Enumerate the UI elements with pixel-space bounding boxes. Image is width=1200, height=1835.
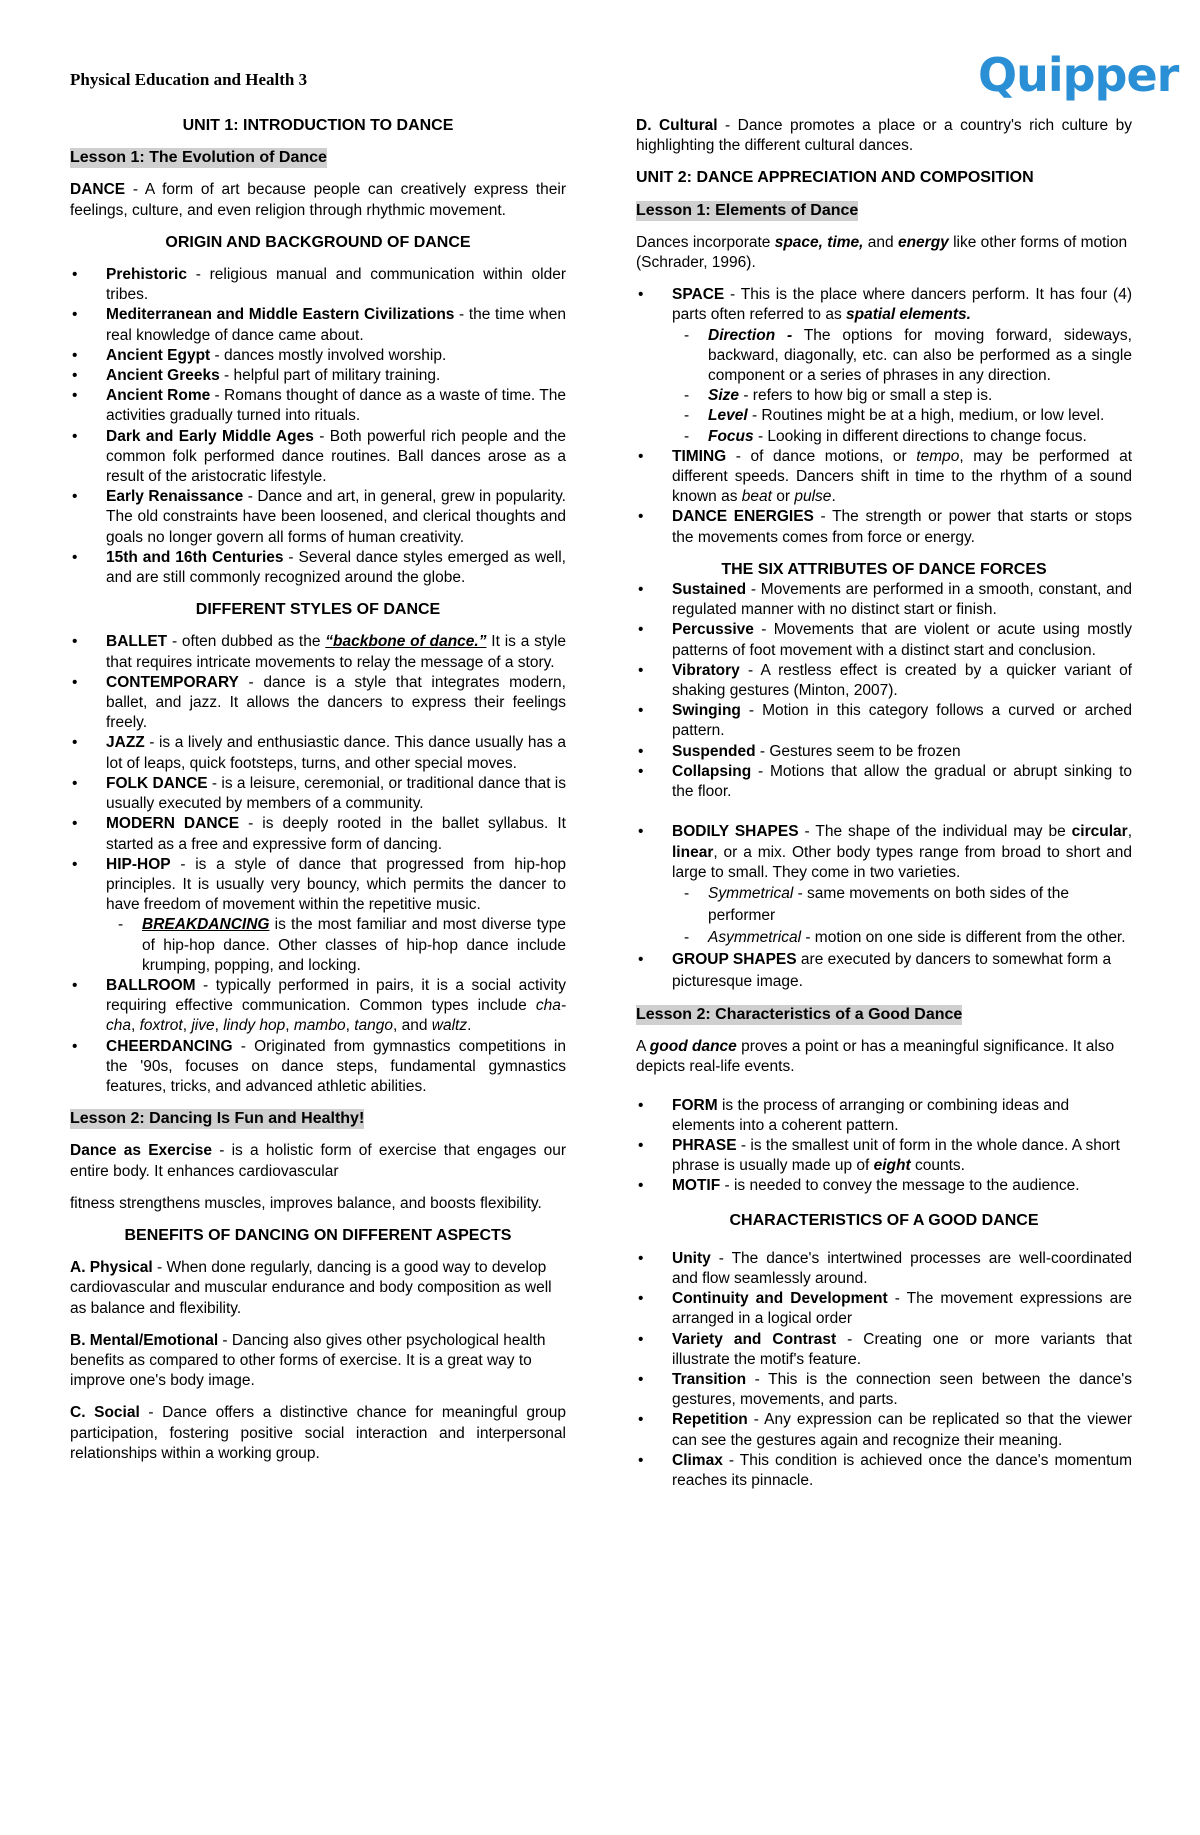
type-tango: tango: [354, 1017, 393, 1035]
beat-term: beat: [741, 488, 772, 506]
sublist-item: [672, 406, 1132, 426]
elements-lesson-heading: Lesson 1: Elements of Dance: [636, 201, 858, 221]
item-desc: is the most familiar and most diverse type of hip-hop dance. Other classes of hip-hop dance include krumping, popping, and locking.: [142, 916, 566, 974]
item-term: Unity: [672, 1249, 711, 1267]
eight-term: eight: [873, 1157, 911, 1175]
right-column: [636, 116, 1132, 1503]
item-term: HIP-HOP: [106, 855, 171, 873]
item-term: Variety and Contrast: [672, 1330, 837, 1348]
item-desc: - motion on one side is different from the other.: [801, 928, 1126, 946]
intro-text: proves a point or has a meaningful significance. It also depicts real-life events.: [636, 1038, 1115, 1076]
item-term: Focus: [708, 427, 754, 445]
list-item: [70, 548, 566, 588]
item-desc: - is a lively and enthusiastic dance. This dance usually has a lot of leaps, quick footsteps, turns, and other special moves.: [106, 734, 566, 772]
sublist-item: [672, 427, 1132, 447]
item-term: Symmetrical: [708, 884, 794, 902]
list-item: [636, 949, 1132, 993]
item-desc: - often dubbed as the: [167, 633, 326, 651]
item-term: Mediterranean and Middle Eastern Civilizations: [106, 306, 455, 324]
origin-heading: ORIGIN AND BACKGROUND OF DANCE: [165, 233, 471, 251]
benefit-term: C. Social: [70, 1404, 140, 1422]
item-desc: - helpful part of military training.: [219, 367, 441, 385]
item-emphasis: spatial elements.: [846, 306, 971, 324]
benefit-term: A. Physical: [70, 1259, 153, 1277]
item-term: Sustained: [672, 581, 747, 599]
dance-def-text: - A form of art because people can creatively express their feelings, culture, and even religion through rhythmic movement.: [70, 181, 566, 219]
list-item: [636, 661, 1132, 701]
item-term: FOLK DANCE: [106, 774, 208, 792]
list-item: [70, 265, 566, 305]
list-item: [636, 1289, 1132, 1329]
item-term: Ancient Rome: [106, 387, 211, 405]
item-desc: , or a mix. Other body types range from broad to short and large to small. They come in two varieties.: [672, 843, 1132, 881]
item-term: TIMING: [672, 447, 727, 465]
list-item: [636, 620, 1132, 660]
item-term: Repetition: [672, 1411, 748, 1429]
sublist-item: [672, 326, 1132, 387]
list-item: [70, 1037, 566, 1098]
space-sublist: [672, 326, 1132, 447]
item-term: BALLROOM: [106, 976, 196, 994]
styles-list: [70, 632, 566, 1097]
exercise-term: Dance as Exercise: [70, 1142, 212, 1160]
item-desc: - refers to how big or small a step is.: [739, 387, 993, 405]
item-term: Ancient Egypt: [106, 346, 211, 364]
list-item: [636, 1096, 1132, 1136]
item-term: Swinging: [672, 702, 741, 720]
list-item: [636, 1136, 1132, 1176]
item-desc: - is needed to convey the message to the audience.: [720, 1177, 1080, 1195]
item-term: Direction -: [708, 326, 793, 344]
item-term: JAZZ: [106, 734, 145, 752]
list-item: [636, 822, 1132, 949]
item-desc: , may be performed at different speeds. Dancers shift in time to the rhythm of a sound known as: [672, 447, 1132, 506]
shape-types-sublist: [672, 883, 1132, 949]
dance-term: DANCE: [70, 181, 126, 199]
item-term: Prehistoric: [106, 266, 187, 284]
item-desc: - Motions that allow the gradual or abrupt sinking to the floor.: [672, 762, 1132, 801]
item-term: Percussive: [672, 621, 754, 639]
list-item: [70, 733, 566, 773]
list-item: [636, 1330, 1132, 1370]
item-term: 15th and 16th Centuries: [106, 548, 284, 566]
list-item: [70, 814, 566, 854]
list-item: [70, 386, 566, 426]
forces-heading: THE SIX ATTRIBUTES OF DANCE FORCES: [721, 560, 1047, 578]
benefit-term: B. Mental/Emotional: [70, 1331, 219, 1349]
benefit-social: [70, 1403, 566, 1464]
item-desc: - Creating one or more variants that illustrate the motif's feature.: [672, 1330, 1132, 1368]
item-term: FORM: [672, 1096, 718, 1114]
benefit-mental: [70, 1331, 566, 1392]
list-item: [636, 1176, 1132, 1196]
item-desc: - The dance's intertwined processes are well-coordinated and flow seamlessly around.: [672, 1249, 1132, 1287]
sublist-item: [106, 915, 566, 976]
item-desc: - The strength or power that starts or stops the movements comes from force or energy.: [672, 508, 1132, 546]
sublist-item: [672, 927, 1132, 949]
intro-text: like other forms of motion (Schrader, 1996).: [636, 233, 1128, 272]
unit-1-heading: UNIT 1: INTRODUCTION TO DANCE: [182, 117, 454, 134]
item-desc: - Several dance styles emerged as well, and are still commonly recognized around the globe.: [106, 548, 566, 587]
lesson-2-heading: Lesson 2: Dancing Is Fun and Healthy!: [70, 1109, 364, 1129]
pulse-term: pulse: [794, 488, 832, 506]
benefit-physical: [70, 1258, 566, 1319]
list-item: [70, 774, 566, 814]
item-desc: - religious manual and communication within older tribes.: [106, 266, 566, 304]
document-header-title: Physical Education and Health 3: [70, 70, 308, 89]
item-term: CONTEMPORARY: [106, 673, 239, 691]
item-desc: - Movements are performed in a smooth, constant, and regulated manner with no distinct start or finish.: [672, 581, 1132, 619]
list-item: [636, 1249, 1132, 1289]
benefits-heading: BENEFITS OF DANCING ON DIFFERENT ASPECTS: [124, 1226, 512, 1244]
elements-intro: [636, 233, 1132, 273]
left-column: [70, 116, 566, 1476]
item-term: Suspended: [672, 742, 756, 760]
quipper-logo: Quipper: [978, 48, 1179, 102]
elements-list: [636, 285, 1132, 548]
item-term: Collapsing: [672, 762, 752, 780]
list-item: [70, 346, 566, 366]
type-cha-cha: cha-cha: [106, 997, 566, 1035]
sublist-item: [672, 386, 1132, 406]
backbone-emphasis: “backbone of dance.”: [325, 633, 487, 651]
styles-heading: DIFFERENT STYLES OF DANCE: [195, 601, 441, 619]
comma: ,: [1127, 823, 1132, 841]
item-term: Size: [708, 387, 740, 405]
item-desc: - is deeply rooted in the ballet syllabus. It started as a free and expressive form of dancing.: [106, 815, 566, 853]
list-item: [70, 366, 566, 386]
list-item: [636, 285, 1132, 447]
list-item: [636, 701, 1132, 741]
list-item: [70, 305, 566, 345]
type-lindy-hop: lindy hop: [223, 1017, 286, 1035]
item-desc: - Romans thought of dance as a waste of time. The activities gradually turned into rituals.: [106, 387, 566, 425]
item-term: Continuity and Development: [672, 1290, 888, 1308]
list-item: [70, 673, 566, 734]
item-term: BREAKDANCING: [142, 916, 270, 934]
item-desc: - is the smallest unit of form in the whole dance. A short phrase is usually made up of: [672, 1136, 1120, 1175]
spacer: [636, 814, 1132, 822]
tempo-term: tempo: [916, 447, 960, 465]
list-item: • BALLROOM - typically performed in pairs, it is a social activity requiring effective communication. Common types include cha-cha, foxtrot, jive, lindy hop, mambo, tango, and waltz.: [70, 976, 566, 1037]
type-jive: jive: [191, 1017, 215, 1035]
forces-list: [636, 580, 1132, 802]
item-desc: - Looking in different directions to change focus.: [753, 427, 1087, 445]
origin-list: [70, 265, 566, 588]
intro-text: A: [636, 1038, 650, 1056]
good-dance-intro: [636, 1037, 1132, 1077]
item-desc: - is a leisure, ceremonial, or traditional dance that is usually executed by members of a community.: [106, 774, 567, 813]
characteristics-list: [636, 1249, 1132, 1491]
item-desc: - This condition is achieved once the dance's momentum reaches its pinnacle.: [672, 1451, 1132, 1489]
item-desc: The options for moving forward, sideways, backward, diagonally, etc. can also be performed as a single component or a series of phrases in any direction.: [708, 326, 1132, 385]
item-desc: - The movement expressions are arranged in a logical order: [672, 1290, 1133, 1328]
item-desc: - Originated from gymnastics competitions in the '90s, focuses on dance steps, fundamental gymnastics features, tricks, and advanced athletic abilities.: [106, 1037, 566, 1095]
benefit-desc: - When done regularly, dancing is a good way to develop cardiovascular and muscular endurance and body composition as well as balance and flexibility.: [70, 1259, 552, 1317]
item-desc: - Both powerful rich people and the common folk performed dance routines. Ball dances arose as a result of the aristocratic lifestyle.: [106, 427, 566, 486]
list-item: [636, 1451, 1132, 1491]
item-term: Early Renaissance: [106, 488, 244, 506]
item-desc: - is a style of dance that progressed from hip-hop principles. It is usually very bouncy, which permits the dancer to have freedom of movement within the repetitive music.: [106, 855, 566, 914]
item-term: SPACE: [672, 286, 725, 304]
lesson-1-heading: Lesson 1: The Evolution of Dance: [70, 148, 327, 168]
shapes-list: [636, 822, 1132, 993]
item-desc: - dances mostly involved worship.: [210, 346, 447, 364]
item-desc: - Movements that are violent or acute using mostly patterns of foot movement with a distinct start and conclusion.: [672, 621, 1132, 659]
benefit-term: D. Cultural: [636, 117, 718, 134]
item-desc: is the process of arranging or combining ideas and elements into a coherent pattern.: [672, 1096, 1070, 1134]
good-dance-lesson-heading: Lesson 2: Characteristics of a Good Dance: [636, 1005, 962, 1025]
type-waltz: waltz: [431, 1017, 468, 1035]
unit-2-heading: UNIT 2: DANCE APPRECIATION AND COMPOSITION: [636, 169, 1034, 187]
intro-emphasis: energy: [897, 233, 949, 251]
item-term: Climax: [672, 1451, 723, 1469]
item-desc: - A restless effect is created by a quicker variant of shaking gestures (Minton, 2007).: [672, 661, 1132, 700]
linear-term: linear: [672, 843, 714, 861]
circular-term: circular: [1071, 823, 1128, 841]
form-list: [636, 1096, 1132, 1197]
item-term: DANCE ENERGIES: [672, 508, 814, 526]
item-term: MODERN DANCE: [106, 815, 240, 833]
period: .: [467, 1017, 472, 1035]
list-item: [636, 1370, 1132, 1410]
item-desc: - of dance motions, or: [726, 447, 917, 465]
list-item: [636, 1410, 1132, 1450]
item-desc: - Any expression can be replicated so that the viewer can see the gestures again and recognize their meaning.: [672, 1411, 1132, 1449]
item-term: PHRASE: [672, 1136, 737, 1154]
intro-emphasis: space, time,: [774, 233, 864, 251]
benefit-desc: - Dance offers a distinctive chance for meaningful group participation, fostering positive social interaction and interpersonal relationships within a working group.: [70, 1404, 566, 1462]
list-item: [70, 487, 566, 548]
characteristics-heading: CHARACTERISTICS OF A GOOD DANCE: [729, 1211, 1039, 1229]
sublist-item: [672, 883, 1132, 927]
type-mambo: mambo: [293, 1017, 346, 1035]
item-term: Ancient Greeks: [106, 367, 220, 385]
hiphop-sublist: [106, 915, 566, 976]
item-desc: - The shape of the individual may be: [798, 823, 1072, 841]
item-term: Asymmetrical: [708, 928, 802, 946]
dance-definition: [70, 180, 566, 220]
or-text: or: [771, 488, 795, 506]
and-text: and: [401, 1017, 432, 1035]
exercise-paragraph: [70, 1141, 566, 1181]
item-desc: - the time when real knowledge of dance came about.: [106, 306, 566, 344]
item-term: Level: [708, 407, 748, 425]
item-desc: - This is the place where dancers perform. It has four (4) parts often referred to as: [672, 286, 1132, 324]
list-item: [70, 427, 566, 488]
item-term: Transition: [672, 1370, 747, 1388]
benefit-cultural: [636, 116, 1132, 156]
item-desc: - Motion in this category follows a curved or arched pattern.: [672, 702, 1132, 740]
item-desc: It is a style that requires intricate movements to relay the message of a story.: [106, 633, 566, 671]
item-desc: counts.: [910, 1157, 965, 1175]
item-desc: - same movements on both sides of the performer: [708, 884, 1069, 924]
list-item: [636, 762, 1132, 802]
list-item: [636, 507, 1132, 547]
item-desc: - dance is a style that integrates modern, ballet, and jazz. It allows the dancers to express their feelings freely.: [106, 673, 566, 732]
exercise-def: - is a holistic form of exercise that engages our entire body. It enhances cardiovascular: [70, 1142, 566, 1180]
item-term: CHEERDANCING: [106, 1037, 233, 1055]
period: .: [831, 488, 836, 506]
list-item: [70, 855, 566, 976]
item-desc: - This is the connection seen between the dance's gestures, movements, and parts.: [672, 1370, 1132, 1409]
benefit-desc: - Dancing also gives other psychological health benefits as compared to other forms of exercise. It is a great way to improve one's body image.: [70, 1331, 546, 1390]
item-term: Vibratory: [672, 661, 740, 679]
list-item: [636, 580, 1132, 620]
list-item: [636, 742, 1132, 762]
intro-text: Dances incorporate: [636, 233, 775, 251]
item-term: BALLET: [106, 633, 168, 651]
item-desc: - Gestures seem to be frozen: [755, 742, 961, 760]
exercise-continued: fitness strengthens muscles, improves balance, and boosts flexibility.: [70, 1194, 542, 1212]
good-dance-term: good dance: [649, 1038, 737, 1056]
item-term: MOTIF: [672, 1177, 721, 1195]
benefit-desc: - Dance promotes a place or a country's rich culture by highlighting the different cultural dances.: [636, 117, 1132, 155]
item-term: BODILY SHAPES: [672, 823, 799, 841]
item-desc: - typically performed in pairs, it is a social activity requiring effective communication. Common types include: [106, 976, 566, 1015]
list-item: [70, 632, 566, 672]
item-term: GROUP SHAPES: [672, 950, 797, 968]
intro-text: and: [863, 233, 898, 251]
item-desc: - Dance and art, in general, grew in popularity. The old constraints have been loosened, and clerical thoughts and goals no longer govern all forms of human creativity.: [106, 488, 566, 546]
type-foxtrot: foxtrot: [139, 1017, 183, 1035]
item-desc: - Routines might be at a high, medium, or low level.: [747, 407, 1105, 425]
list-item: [636, 447, 1132, 508]
item-term: Dark and Early Middle Ages: [106, 427, 314, 445]
item-desc: are executed by dancers to somewhat form a picturesque image.: [672, 950, 1112, 990]
